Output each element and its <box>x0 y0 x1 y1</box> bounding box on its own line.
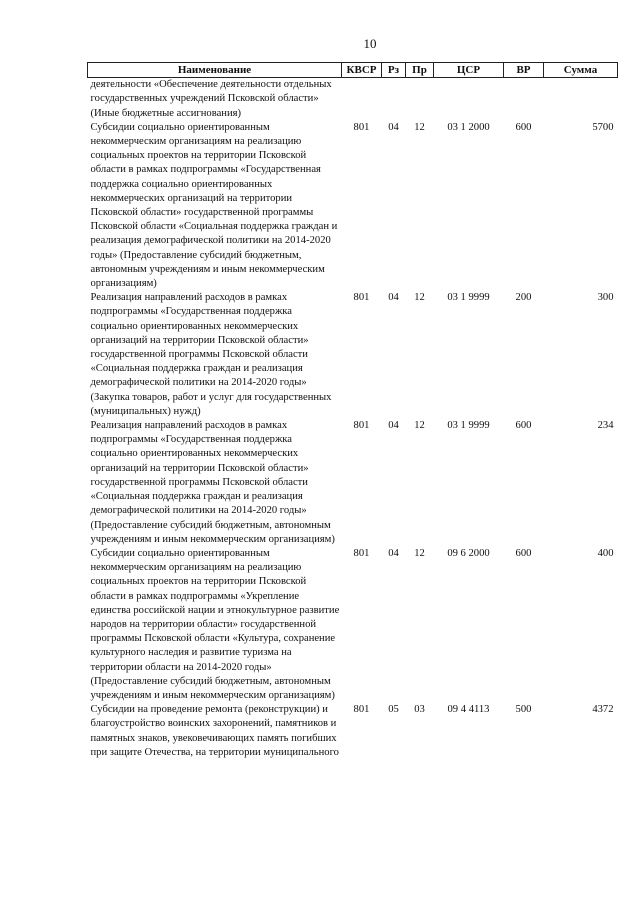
cell-name: Субсидии социально ориентированным некоммерческим организациям на реализацию социальных проектов на территории Псковской области в рамках подпрограммы «Укрепление единства российской нации и этнокультурное развитие народов на территории области» государственной программы Псковской области «Культура, сохранение культурного наследия и развитие туризма на территории области на 2014-2020 годы» (Предоставление субсидий бюджетным, автономным учреждениям и иным некоммерческим организациям) <box>90 547 340 701</box>
cell-rz: 04 <box>388 121 399 133</box>
header-name: Наименование <box>88 63 342 78</box>
header-csr: ЦСР <box>434 63 504 78</box>
cell-sum <box>544 78 618 121</box>
cell-pr: 12 <box>414 420 425 432</box>
cell-sum: 5700 <box>592 121 614 133</box>
cell-vr <box>504 78 544 121</box>
cell-pr: 12 <box>414 547 425 559</box>
cell-vr: 600 <box>515 547 532 559</box>
cell-rz: 04 <box>388 547 399 559</box>
cell-name: деятельности «Обеспечение деятельности отдельных государственных учреждений Псковской области» (Иные бюджетные ассигнования) <box>90 79 332 119</box>
cell-name: Реализация направлений расходов в рамках подпрограммы «Государственная поддержка социально ориентированных некоммерческих организаций на территории Псковской области» государственной программы Псковской области «Социальная поддержка граждан и реализация демографической политики на 2014-2020 годы» (Предоставление субсидий бюджетным, автономным учреждениям и иным некоммерческим организациям) <box>90 420 335 545</box>
header-vr: ВР <box>504 63 544 78</box>
cell-csr: 09 6 2000 <box>447 547 490 559</box>
cell-vr: 600 <box>515 121 532 133</box>
cell-csr: 03 1 9999 <box>447 420 490 432</box>
cell-kvsr: 801 <box>353 121 370 133</box>
cell-kvsr: 801 <box>353 547 370 559</box>
cell-pr <box>406 78 434 121</box>
table-row <box>88 121 618 291</box>
table-header-row <box>88 63 618 78</box>
cell-csr: 09 4 4113 <box>447 704 490 716</box>
header-rz: Рз <box>382 63 406 78</box>
cell-vr: 200 <box>515 292 532 304</box>
cell-sum: 300 <box>597 292 614 304</box>
cell-name: Субсидии социально ориентированным некоммерческим организациям на реализацию социальных проектов на территории Псковской области в рамках подпрограммы «Государственная поддержка социально ориентированных некоммерческих организаций на территории Псковской области» государственной программы Псковской области «Социальная поддержка граждан и реализация демографической политики на 2014-2020 годы» (Предоставление субсидий бюджетным, автономным учреждениям и иным некоммерческим организациям) <box>90 121 338 290</box>
cell-name: Субсидии на проведение ремонта (реконструкции) и благоустройство воинских захоронений, памятников и памятных знаков, увековечивающих память погибших при защите Отечества, на территории муниципального <box>90 704 339 758</box>
cell-kvsr: 801 <box>353 420 370 432</box>
budget-table <box>87 62 618 760</box>
cell-sum: 234 <box>597 420 614 432</box>
cell-vr: 500 <box>515 704 532 716</box>
cell-csr: 03 1 9999 <box>447 292 490 304</box>
header-sum: Сумма <box>544 63 618 78</box>
header-pr: Пр <box>406 63 434 78</box>
cell-rz: 04 <box>388 292 399 304</box>
cell-pr: 12 <box>414 292 425 304</box>
table-row <box>88 703 618 760</box>
cell-vr: 600 <box>515 420 532 432</box>
cell-pr: 03 <box>414 704 425 716</box>
cell-kvsr: 801 <box>353 292 370 304</box>
cell-csr: 03 1 2000 <box>447 121 490 133</box>
table-row <box>88 547 618 703</box>
cell-sum: 4372 <box>592 704 614 716</box>
cell-rz: 05 <box>388 704 399 716</box>
table-row <box>88 291 618 419</box>
cell-rz: 04 <box>388 420 399 432</box>
cell-name: Реализация направлений расходов в рамках подпрограммы «Государственная поддержка социально ориентированных некоммерческих организаций на территории Псковской области» государственной программы Псковской области «Социальная поддержка граждан и реализация демографической политики на 2014-2020 годы» (Закупка товаров, работ и услуг для государственных (муниципальных) нужд) <box>90 292 332 417</box>
cell-pr: 12 <box>414 121 425 133</box>
table-row <box>88 78 618 121</box>
cell-kvsr <box>342 78 382 121</box>
cell-sum: 400 <box>597 547 614 559</box>
cell-kvsr: 801 <box>353 704 370 716</box>
page-number: 10 <box>363 36 377 51</box>
header-kvsr: КВСР <box>342 63 382 78</box>
cell-csr <box>434 78 504 121</box>
table-row <box>88 419 618 547</box>
cell-rz <box>382 78 406 121</box>
